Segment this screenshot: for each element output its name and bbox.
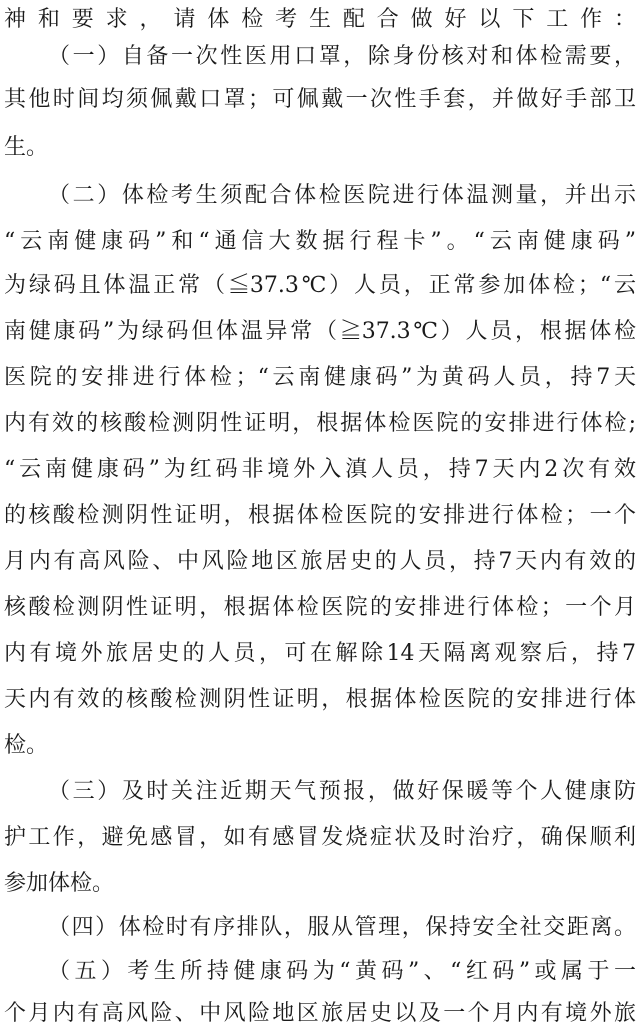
text-line: 核酸检测阴性证明，根据体检医院的安排进行体检；一个月 xyxy=(4,595,636,620)
paragraph-4: （四）体检时有序排队，服从管理，保持安全社交距离。 xyxy=(48,915,636,940)
paragraph-2-start: （二）体检考生须配合体检医院进行体温测量，并出示 xyxy=(48,183,636,208)
text-line: 参加体检。 xyxy=(4,871,115,896)
paragraph-5-start: （五）考生所持健康码为“黄码”、“红码”或属于一 xyxy=(48,959,636,984)
text-line: 内有效的核酸检测阴性证明，根据体检医院的安排进行体检; xyxy=(4,411,636,436)
text-line: “云南健康码”和“通信大数据行程卡”。“云南健康码” xyxy=(4,229,636,254)
text-line: 生。 xyxy=(4,135,49,160)
paragraph-1-start: （一）自备一次性医用口罩，除身份核对和体检需要， xyxy=(48,44,636,69)
text-line: “云南健康码”为红码非境外入滇人员，持7天内2次有效 xyxy=(4,457,636,482)
text-line: 天内有效的核酸检测阴性证明，根据体检医院的安排进行体 xyxy=(4,687,636,712)
text-line: 个月内有高风险、中风险地区旅居史以及一个月内有境外旅 xyxy=(4,1001,636,1026)
text-line: 南健康码”为绿码但体温异常（≧37.3℃）人员，根据体检 xyxy=(4,319,636,344)
text-line: 医院的安排进行体检；“云南健康码”为黄码人员，持7天 xyxy=(4,365,636,390)
text-line: 护工作，避免感冒，如有感冒发烧症状及时治疗，确保顺利 xyxy=(4,825,636,850)
paragraph-3-start: （三）及时关注近期天气预报，做好保暖等个人健康防 xyxy=(48,779,636,804)
text-line: 检。 xyxy=(4,733,49,758)
text-line: 内有境外旅居史的人员，可在解除14天隔离观察后，持7 xyxy=(4,641,636,666)
text-line: 月内有高风险、中风险地区旅居史的人员，持7天内有效的 xyxy=(4,549,636,574)
text-line: 的核酸检测阴性证明，根据体检医院的安排进行体检；一个 xyxy=(4,503,636,528)
text-line: 神和要求，请体检考生配合做好以下工作： xyxy=(4,7,636,32)
text-line: 其他时间均须佩戴口罩；可佩戴一次性手套，并做好手部卫 xyxy=(4,87,636,112)
text-line: 为绿码且体温正常（≦37.3℃）人员，正常参加体检；“云 xyxy=(4,273,636,298)
